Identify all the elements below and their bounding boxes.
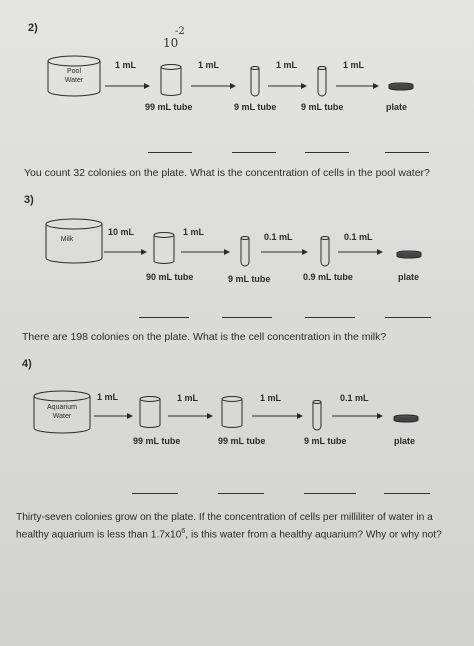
p3-petri-plate [396,250,422,260]
p3-tube-3-label: 0.9 mL tube [303,272,353,282]
p2-arrow-2 [191,84,241,88]
p3-question: There are 198 colonies on the plate. What is the cell concentration in the milk? [22,331,387,343]
p3-arrow-3 [261,250,313,254]
p2-transfer-1-label: 1 mL [115,60,137,70]
p2-tube-1-label: 99 mL tube [145,102,193,112]
problem-4-number: 4) [22,358,32,370]
p4-arrow-1 [94,414,138,418]
p2-arrow-1 [105,84,155,88]
p3-test-tube-0-9ml [320,236,332,268]
p2-plate-label: plate [386,102,408,112]
p2-answer-blank-1[interactable] [148,152,192,153]
p4-petri-plate [393,414,419,424]
p3-transfer-4-label: 0.1 mL [344,232,373,242]
p4-arrow-3 [252,414,308,418]
p4-tube-3-label: 9 mL tube [304,436,347,446]
p3-answer-blank-2[interactable] [222,317,272,318]
p4-answer-blank-2[interactable] [218,493,264,494]
p2-question: You count 32 colonies on the plate. What is the concentration of cells in the pool water? [24,167,430,179]
p4-plate-label: plate [394,436,416,446]
p4-question-line2-end: , is this water from a healthy aquarium? Why or why not? [185,529,442,541]
p4-transfer-3-label: 1 mL [260,393,282,403]
p2-arrow-3 [268,84,313,88]
p4-tube-1-label: 99 mL tube [133,436,181,446]
p4-arrow-4 [332,414,388,418]
p3-arrow-4 [338,250,388,254]
p2-answer-blank-2[interactable] [232,152,276,153]
p2-tube-3-label: 9 mL tube [301,102,344,112]
p4-beaker-99ml-b [221,396,245,430]
pool-water-label-line1: Pool [66,68,81,75]
p2-transfer-3-label: 1 mL [276,60,298,70]
p4-answer-blank-3[interactable] [304,493,356,494]
aquarium-label-line2: Water [52,413,72,420]
p3-tube-2-label: 9 mL tube [228,274,271,284]
p4-transfer-1-label: 1 mL [97,392,119,402]
p4-question-exponent: 6 [181,528,186,535]
p3-plate-label: plate [398,272,420,282]
p4-beaker-99ml-a [139,396,163,430]
p2-test-tube-9ml-b [317,66,329,98]
p4-transfer-2-label: 1 mL [177,393,199,403]
pool-water-label-line2: Water [64,77,84,84]
p3-answer-blank-1[interactable] [139,317,189,318]
problem-2-number: 2) [28,22,38,34]
milk-label: Milk [60,236,74,243]
p3-test-tube-9ml [240,236,252,268]
p2-arrow-4 [336,84,384,88]
p2-tube-2-label: 9 mL tube [234,102,277,112]
p4-transfer-4-label: 0.1 mL [340,393,369,403]
handwritten-dilution-exponent: -2 [175,26,185,37]
p2-beaker-99ml [160,64,184,98]
p2-transfer-2-label: 1 mL [198,60,220,70]
p4-question-line2 [16,525,442,542]
aquarium-label-line1: Aquarium [47,404,77,411]
p3-answer-blank-4[interactable] [385,317,431,318]
p3-beaker-90ml [153,232,177,266]
p3-answer-blank-3[interactable] [305,317,355,318]
p3-tube-1-label: 90 mL tube [146,272,194,282]
p3-transfer-2-label: 1 mL [183,227,205,237]
p4-question-line1: Thirty-seven colonies grow on the plate. If the concentration of cells per milliliter of water in a [16,512,433,523]
p3-transfer-3-label: 0.1 mL [264,232,293,242]
p2-petri-plate [388,82,414,92]
p3-arrow-2 [181,250,235,254]
p4-arrow-2 [168,414,218,418]
p2-transfer-4-label: 1 mL [343,60,365,70]
p2-answer-blank-3[interactable] [305,152,349,153]
p2-answer-blank-4[interactable] [385,152,429,153]
p4-tube-2-label: 99 mL tube [218,436,266,446]
p2-test-tube-9ml-a [250,66,262,98]
p4-answer-blank-4[interactable] [384,493,430,494]
p4-question-line2-start: healthy aquarium is less than 1.7x10 [16,529,182,541]
p4-answer-blank-1[interactable] [132,493,178,494]
p3-transfer-1-label: 10 mL [108,227,135,237]
p3-arrow-1 [104,250,152,254]
p4-test-tube-9ml [312,400,324,432]
handwritten-dilution-base: 10 [163,36,179,50]
problem-3-number: 3) [24,194,34,206]
